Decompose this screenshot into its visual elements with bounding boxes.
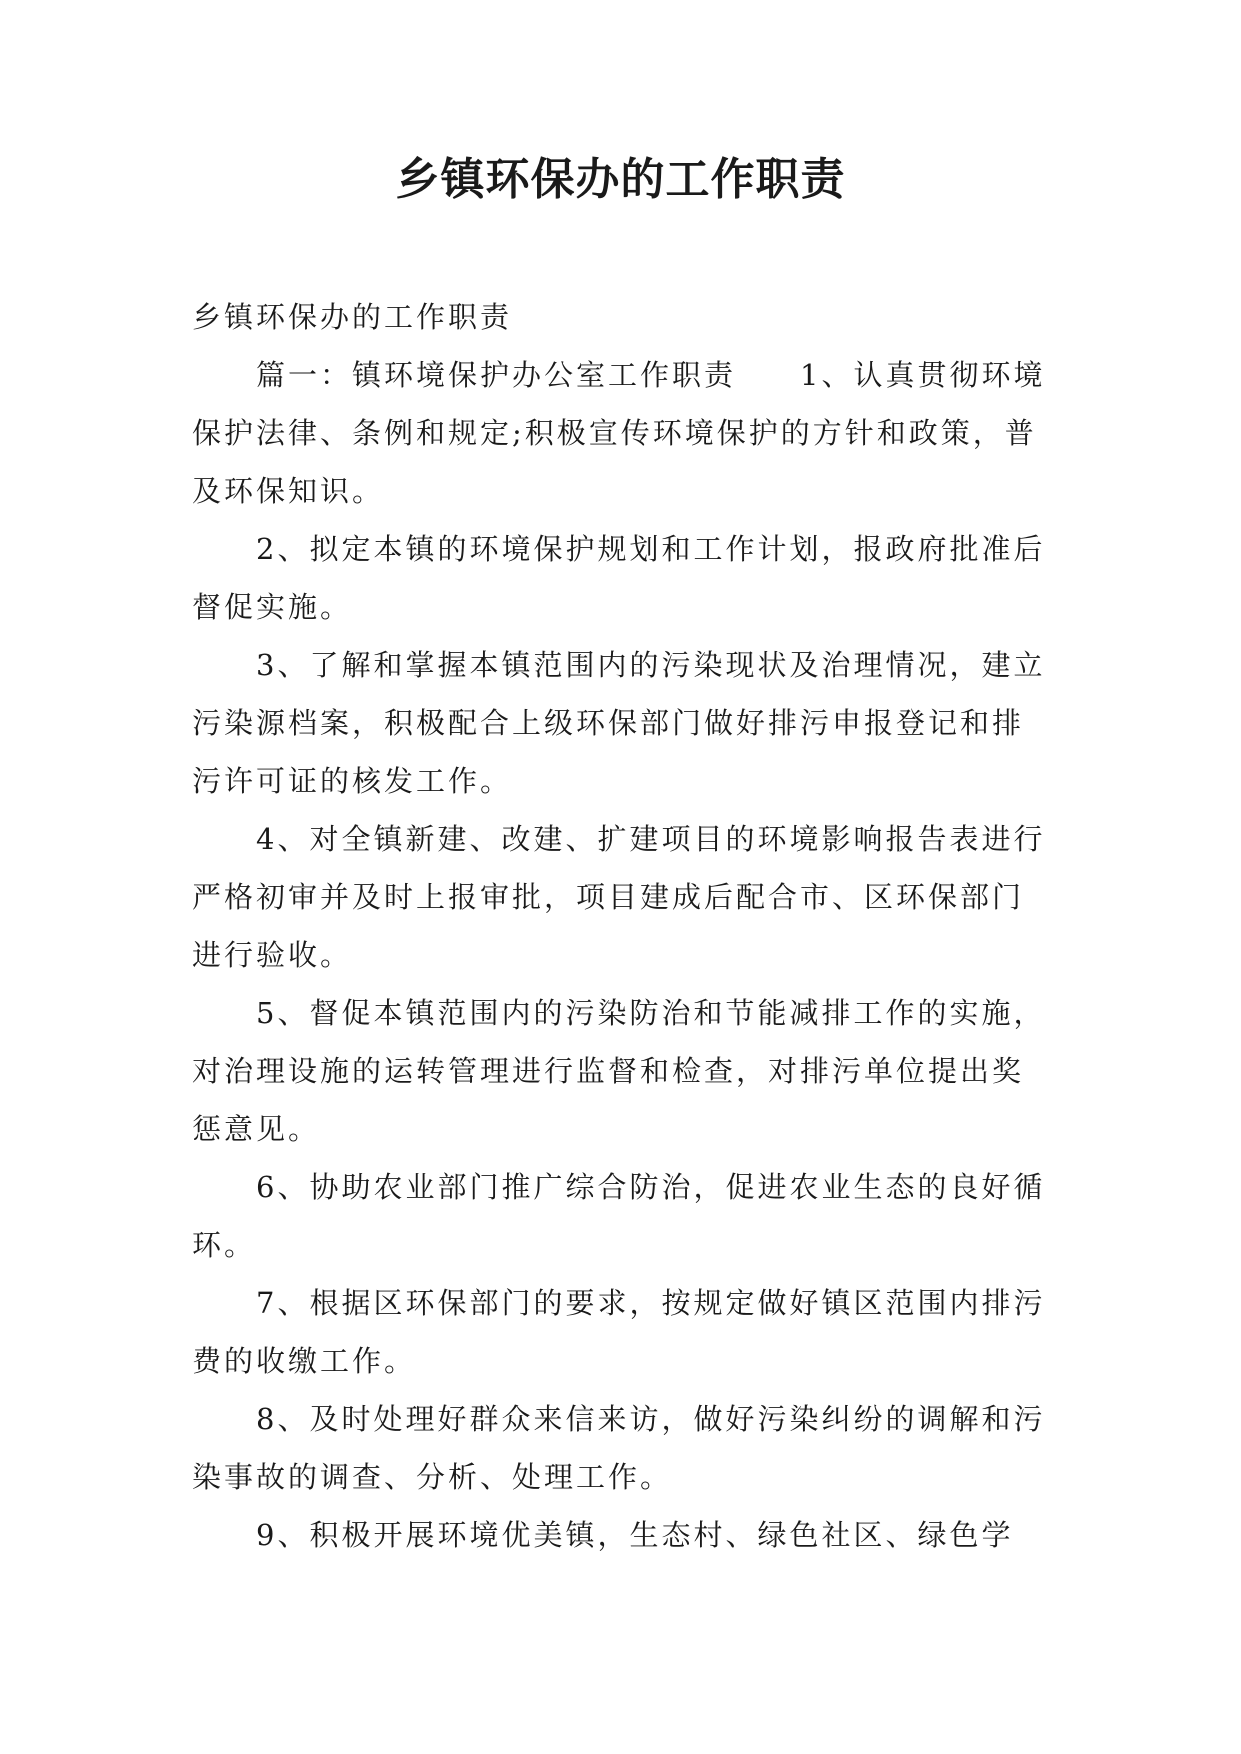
paragraph-3: 3、了解和掌握本镇范围内的污染现状及治理情况，建立污染源档案，积极配合上级环保部门做好排污申报登记和排污许可证的核发工作。 [192, 648, 1046, 798]
paragraph-7: 7、根据区环保部门的要求，按规定做好镇区范围内排污费的收缴工作。 [192, 1286, 1046, 1378]
paragraph-1-text: 1、认真贯彻环境保护法律、条例和规定;积极宣传环境保护的方针和政策，普及环保知识。 [192, 358, 1046, 508]
document-body [192, 288, 1052, 1564]
paragraph-8: 8、及时处理好群众来信来访，做好污染纠纷的调解和污染事故的调查、分析、处理工作。 [192, 1402, 1046, 1494]
paragraph-1 [192, 346, 1052, 520]
section-heading: 篇一：镇环境保护办公室工作职责 [256, 358, 737, 392]
paragraph-4: 4、对全镇新建、改建、扩建项目的环境影响报告表进行严格初审并及时上报审批，项目建成后配合市、区环保部门进行验收。 [192, 822, 1046, 972]
paragraph-9: 9、积极开展环境优美镇，生态村、绿色社区、绿色学 [256, 1518, 1014, 1552]
document-title: 乡镇环保办的工作职责 [395, 154, 846, 205]
paragraph-6: 6、协助农业部门推广综合防治，促进农业生态的良好循环。 [192, 1170, 1046, 1262]
paragraph-5: 5、督促本镇范围内的污染防治和节能减排工作的实施，对治理设施的运转管理进行监督和检查，对排污单位提出奖惩意见。 [192, 996, 1046, 1146]
paragraph-2: 2、拟定本镇的环境保护规划和工作计划，报政府批准后督促实施。 [192, 532, 1046, 624]
document-subtitle: 乡镇环保办的工作职责 [192, 300, 513, 334]
